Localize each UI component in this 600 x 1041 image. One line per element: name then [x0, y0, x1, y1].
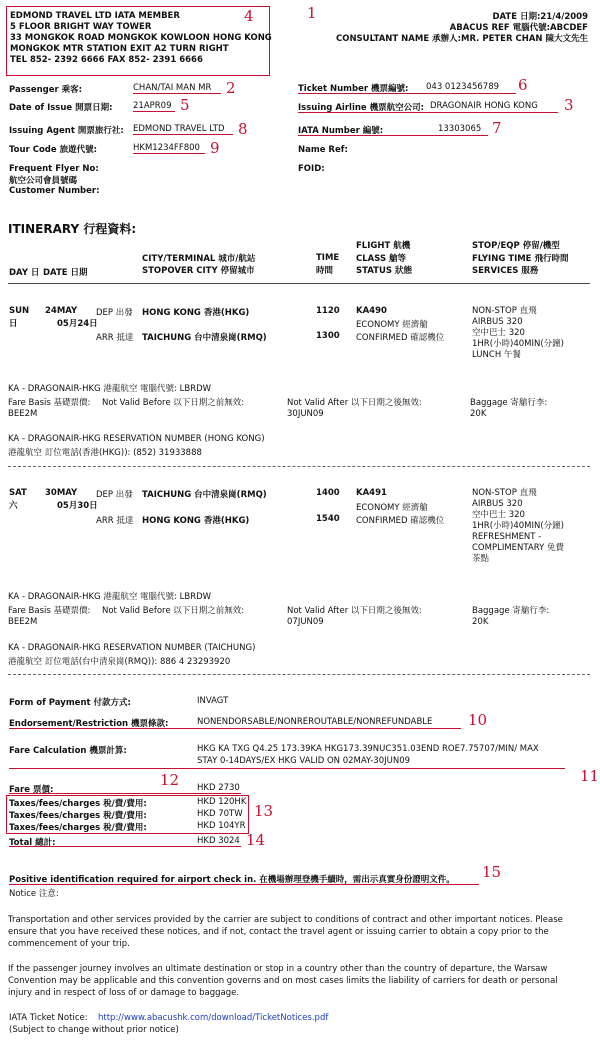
seg-reservation: KA - DRAGONAIR-HKG RESERVATION NUMBER (HONG KONG)	[8, 434, 265, 444]
seg-arr-time: 1300	[316, 331, 340, 341]
tax-value: HKD 104YR	[197, 821, 246, 831]
service-line: 茶點	[472, 554, 490, 564]
service-line: 空中巴士 320	[472, 328, 525, 338]
seg-pnr: KA - DRAGONAIR-HKG 港龍航空 電腦代號: LBRDW	[8, 384, 212, 394]
frequent-flyer-label-zh: 航空公司會員號碼	[9, 176, 78, 186]
marker-6: 6	[518, 76, 528, 94]
col-header-class: CLASS 艙等	[356, 254, 407, 264]
col-header-stopover: STOPOVER CITY 停留城市	[142, 266, 255, 276]
seg-arr-city: HONG KONG 香港(HKG)	[142, 516, 250, 526]
endorsement-value: NONENDORSABLE/NONREROUTABLE/NONREFUNDABLE	[197, 717, 433, 727]
form-of-payment-label: Form of Payment 付款方式:	[9, 698, 131, 708]
seg-services	[472, 488, 564, 565]
col-header-date: DATE 日期	[43, 268, 88, 278]
issue-date: DATE 日期:21/4/2009	[492, 12, 588, 22]
subject-to-change: (Subject to change without prior notice)	[9, 1025, 179, 1035]
seg-reservation: KA - DRAGONAIR-HKG RESERVATION NUMBER (TAICHUNG)	[8, 643, 256, 653]
seg-not-valid-before-label: Not Valid Before 以下日期之前無效:	[102, 606, 245, 616]
seg-dep-time: 1400	[316, 488, 340, 498]
col-header-flying-time: FLYING TIME 飛行時間	[472, 254, 569, 264]
marker-5: 5	[180, 96, 190, 114]
col-header-services: SERVICES 服務	[472, 266, 539, 276]
col-header-flight: FLIGHT 航機	[356, 241, 411, 251]
seg-day-zh: 日	[9, 319, 18, 329]
fare-value: HKD 2730	[197, 783, 240, 793]
total-label: Total 總計:	[9, 838, 56, 848]
seg-dep-time: 1120	[316, 306, 340, 316]
endorsement-label: Endorsement/Restriction 機票條款:	[9, 719, 169, 729]
seg-reservation-phone: 港龍航空 訂位電話(台中清泉崗(RMQ)): 886 4 23293920	[8, 657, 231, 667]
seg-fare-basis: BEE2M	[8, 617, 38, 627]
seg-arr-label: ARR 抵達	[96, 516, 134, 526]
marker-1: 1	[307, 4, 317, 22]
issuing-agent-value: EDMOND TRAVEL LTD	[133, 124, 233, 135]
marker-10: 10	[468, 711, 488, 729]
seg-not-valid-after: 30JUN09	[287, 409, 324, 419]
id-required: Positive identification required for airport check in. 在機場辦理登機手續時，需出示真實身份證明文件。	[9, 875, 455, 885]
seg-class: ECONOMY 經濟艙	[356, 503, 428, 513]
date-of-issue-value: 21APR09	[133, 101, 175, 112]
ticket-number-label: Ticket Number 機票編號:	[298, 84, 409, 94]
notice-paragraph-1: Transportation and other services provided by the carrier are subject to conditions of contract and other important notices. Please ensure that you have received these notices, and if not, contact the travel agent or issuing carrier to obtain a copy prior to the commencement of your trip.	[8, 915, 563, 949]
iata-notice-link[interactable]: http://www.abacushk.com/download/TicketNotices.pdf	[98, 1013, 329, 1023]
seg-fare-basis-label: Fare Basis 基礎票價:	[8, 606, 91, 616]
service-line: AIRBUS 320	[472, 499, 523, 509]
header-right	[336, 12, 588, 45]
seg-arr-time: 1540	[316, 514, 340, 524]
col-header-day: DAY 日	[9, 268, 40, 278]
seg-dep-city: TAICHUNG 台中清泉崗(RMQ)	[142, 490, 267, 500]
id-required-underline	[9, 884, 479, 885]
marker-13: 13	[254, 802, 274, 820]
seg-fare-basis-label: Fare Basis 基礎票價:	[8, 398, 91, 408]
tax-value: HKD 120HK	[197, 797, 247, 807]
marker-8: 8	[238, 120, 248, 138]
issuing-agent-label: Issuing Agent 開票旅行社:	[9, 126, 124, 136]
airline-underline	[298, 112, 558, 113]
seg-baggage-label: Baggage 寄艙行李:	[472, 606, 550, 616]
fare-label: Fare 票價:	[9, 785, 54, 795]
seg-dep-label: DEP 出發	[96, 308, 133, 318]
frequent-flyer-label: Frequent Flyer No:	[9, 164, 99, 174]
col-header-city: CITY/TERMINAL 城市/航站	[142, 254, 256, 264]
seg-flight: KA491	[356, 488, 387, 498]
agency-line: MONGKOK MTR STATION EXIT A2 TURN RIGHT	[10, 44, 229, 54]
ticket-number-value: 043 0123456789	[426, 82, 500, 92]
fare-calc-line1: HKG KA TXG Q4.25 173.39KA HKG173.39NUC351.03END ROE7.75707/MIN/ MAX	[197, 744, 539, 754]
customer-number-label: Customer Number:	[9, 186, 100, 196]
service-line: LUNCH 午餐	[472, 350, 521, 360]
consultant-name: CONSULTANT NAME 承辦人:MR. PETER CHAN 陳大文先生	[335, 34, 588, 44]
notice-paragraph-2: If the passenger journey involves an ultimate destination or stop in a country other than the country of departure, the Warsaw Convention may be applicable and this convention governs and on most cases limits the liability of carriers for death or personal injury and in respect of loss of or damage to baggage.	[8, 964, 558, 998]
col-header-stop: STOP/EQP 停留/機型	[472, 241, 560, 251]
service-line: REFRESHMENT -	[472, 532, 542, 542]
form-of-payment-value: INVAGT	[197, 696, 229, 706]
marker-4: 4	[244, 7, 254, 25]
iata-notice-label: IATA Ticket Notice:	[9, 1013, 88, 1023]
service-line: NON-STOP 直飛	[472, 306, 537, 316]
issuing-airline-value: DRAGONAIR HONG KONG	[430, 101, 538, 111]
marker-2: 2	[226, 79, 236, 97]
foid-label: FOID:	[298, 164, 325, 174]
col-header-status: STATUS 狀態	[356, 266, 412, 276]
seg-not-valid-after: 07JUN09	[287, 617, 324, 627]
marker-7: 7	[492, 119, 502, 137]
seg-status: CONFIRMED 確認機位	[356, 516, 445, 526]
seg-services	[472, 306, 564, 361]
service-line: 1HR(小時)40MIN(分鐘)	[472, 339, 564, 349]
seg-reservation-phone: 港龍航空 訂位電話(香港(HKG)): (852) 31933888	[8, 448, 202, 458]
seg-baggage-label: Baggage 寄艙行李:	[470, 398, 548, 408]
fare-calc-label: Fare Calculation 機票計算:	[9, 746, 127, 756]
seg-day: SUN	[9, 306, 30, 316]
tour-code-label: Tour Code 旅遊代號:	[9, 145, 97, 155]
fare-calc-line2: STAY 0-14DAYS/EX HKG VALID ON 02MAY-30JUN09	[197, 756, 411, 766]
seg-status: CONFIRMED 確認機位	[356, 333, 445, 343]
date-of-issue-label: Date of Issue 開票日期:	[9, 103, 113, 113]
passenger-value: CHAN/TAI MAN MR	[133, 83, 221, 94]
agency-line: 33 MONGKOK ROAD MONGKOK KOWLOON HONG KONG	[10, 33, 272, 43]
service-line: 空中巴士 320	[472, 510, 525, 520]
tax-label: Taxes/fees/charges 稅/費/費用:	[9, 823, 147, 833]
seg-day: SAT	[9, 488, 27, 498]
tour-code-value: HKM1234FF800	[133, 143, 205, 154]
seg-date-zh: 05月30日	[57, 501, 98, 511]
seg-baggage: 20K	[472, 617, 489, 627]
marker-3: 3	[564, 96, 574, 114]
marker-11: 11	[580, 767, 600, 785]
iata-underline	[298, 135, 488, 136]
seg-date: 24MAY	[45, 306, 78, 316]
seg-not-valid-before-label: Not Valid Before 以下日期之前無效:	[102, 398, 245, 408]
ticket-underline	[298, 93, 516, 94]
notice-title: Notice 注意:	[9, 889, 59, 899]
seg-fare-basis: BEE2M	[8, 409, 38, 419]
agency-address	[10, 11, 272, 66]
col-header-time-zh: 時間	[316, 266, 334, 276]
header-divider	[8, 283, 590, 284]
seg-baggage: 20K	[470, 409, 487, 419]
marker-14: 14	[246, 831, 266, 849]
seg-day-zh: 六	[9, 501, 18, 511]
marker-15: 15	[482, 863, 502, 881]
seg-arr-city: TAICHUNG 台中清泉崗(RMQ)	[142, 333, 267, 343]
fare-underline	[9, 793, 241, 794]
seg-dep-label: DEP 出發	[96, 490, 133, 500]
total-value: HKD 3024	[197, 836, 240, 846]
tax-label: Taxes/fees/charges 稅/費/費用:	[9, 811, 147, 821]
tax-label: Taxes/fees/charges 稅/費/費用:	[9, 799, 147, 809]
segment-divider	[8, 466, 590, 467]
service-line: COMPLIMENTARY 免費	[472, 543, 564, 553]
seg-pnr: KA - DRAGONAIR-HKG 港龍航空 電腦代號: LBRDW	[8, 592, 212, 602]
total-underline	[9, 846, 241, 847]
marker-12: 12	[160, 771, 180, 789]
abacus-ref: ABACUS REF 電腦代號:ABCDEF	[449, 23, 588, 33]
seg-class: ECONOMY 經濟艙	[356, 320, 428, 330]
agency-line: EDMOND TRAVEL LTD IATA MEMBER	[10, 11, 180, 21]
col-header-time: TIME	[316, 253, 340, 263]
service-line: 1HR(小時)40MIN(分鐘)	[472, 521, 564, 531]
seg-dep-city: HONG KONG 香港(HKG)	[142, 308, 250, 318]
seg-date-zh: 05月24日	[57, 319, 98, 329]
segment-divider	[8, 674, 590, 675]
marker-9: 9	[210, 139, 220, 157]
seg-arr-label: ARR 抵達	[96, 333, 134, 343]
service-line: AIRBUS 320	[472, 317, 523, 327]
seg-not-valid-after-label: Not Valid After 以下日期之後無效:	[287, 606, 422, 616]
name-ref-label: Name Ref:	[298, 145, 348, 155]
seg-not-valid-after-label: Not Valid After 以下日期之後無效:	[287, 398, 422, 408]
fare-calc-underline	[9, 768, 565, 769]
agency-line: 5 FLOOR BRIGHT WAY TOWER	[10, 22, 152, 32]
service-line: NON-STOP 直飛	[472, 488, 537, 498]
iata-number-label: IATA Number 編號:	[298, 126, 384, 136]
passenger-label: Passenger 乘客:	[9, 85, 83, 95]
tax-value: HKD 70TW	[197, 809, 243, 819]
agency-line: TEL 852- 2392 6666 FAX 852- 2391 6666	[10, 55, 203, 65]
seg-flight: KA490	[356, 306, 387, 316]
itinerary-title: ITINERARY 行程資料:	[8, 222, 137, 236]
seg-date: 30MAY	[45, 488, 78, 498]
iata-number-value: 13303065	[438, 124, 482, 134]
endorsement-underline	[9, 728, 461, 729]
issuing-airline-label: Issuing Airline 機票航空公司:	[298, 103, 425, 113]
